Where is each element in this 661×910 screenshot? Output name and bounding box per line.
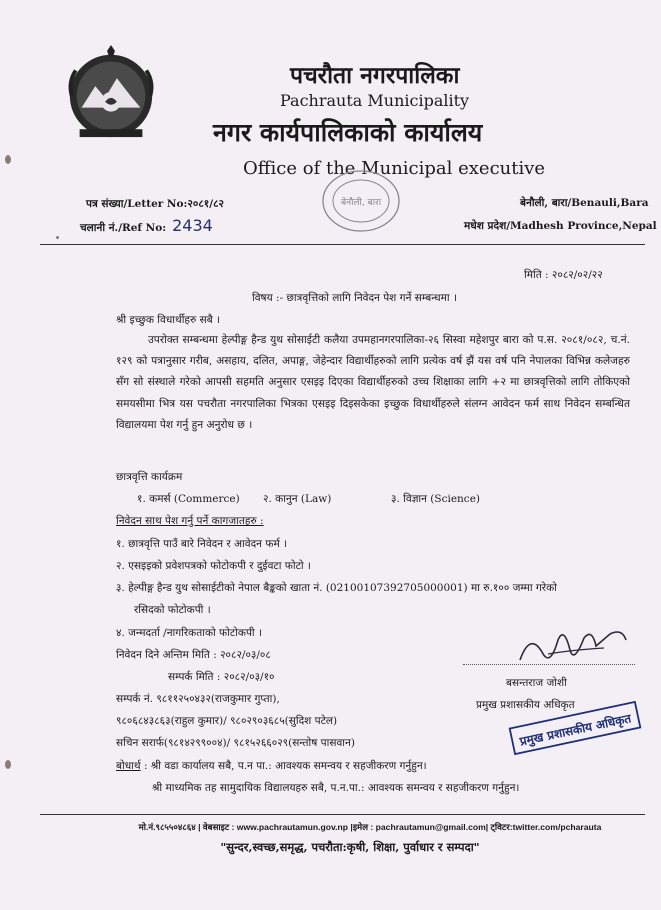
punch-hole [56, 236, 59, 239]
footer-tagline: "सुन्दर,स्वच्छ,समृद्ध, पचरौता:कृषी, शिक्षा, पुर्वाधार र सम्पदा" [220, 840, 480, 854]
nepal-emblem-icon [62, 42, 160, 142]
cc-line-2: श्री माध्यमिक तह सामुदायिक विद्यालयहरु सबै, प.न.पा.: आवश्यक समन्वय र सहजीकरण गर्नुहुन। [152, 782, 520, 794]
letter-body: उपरोक्त सम्बन्धमा हेल्पीङ्ग हैन्ड युथ सोसाईटी कलैया उपमहानगरपालिका-२६ सिस्वा महेशपुर बारा को प.स. २०८१/०८२, च.नं. १२९ को पत्रानुसार गरीब, असहाय, दलित, अपाङ्ग, जेहेन्दार विद्यार्थीहरुको लागि प्रत्येक वर्ष झैं यस वर्ष पनि नेपालका विभिन्न कलेजहरु सँग सो संस्थाले गरेको आपसी सहमति अनुसार एसइइ दिएका विद्यार्थीहरुको उच्च शिक्षाका लागि +२ मा छात्रवृत्तिको लागि तोकिएको समयसीमा भित्र यस पचरौता नगरपालिका भित्रका एसइइ दिइसकेका इच्छुक विधार्थीहरुले संलग्न आवेदन फर्म साथ निवेदन सम्बन्धित विद्यालयमा पेश गर्नु हुन अनुरोध छ । [116, 334, 630, 431]
contact-line: सचिन सरार्फ(९८१४२९९००४)/ ९८१५२६६०२९(सन्तोष पासवान) [116, 737, 355, 749]
cc-line-1 [116, 759, 427, 773]
document-item: १. छात्रवृत्ति पाउँ बारे निवेदन र आवेदन फर्म । [116, 538, 288, 550]
signature-line [463, 664, 635, 665]
contact-date: सम्पर्क मिति : २०८२/०३/१० [168, 671, 275, 683]
seal-text: बेनौली, बारा [340, 198, 382, 208]
signer-title: प्रमुख प्रशासकीय अधिकृत [476, 699, 575, 711]
office-seal [320, 168, 402, 234]
letter-salutation: श्री इच्छुक विधार्थीहरु सबै । [116, 314, 221, 326]
address-line-2: मधेश प्रदेश/Madhesh Province,Nepal [464, 220, 657, 232]
document-item: ४. जन्मदर्ता /नागरिकताको फोटोकपी । [116, 627, 262, 639]
municipality-title-english: Pachrauta Municipality [280, 91, 470, 110]
handwritten-signature [512, 620, 632, 678]
document-item: २. एसइइको प्रवेशपत्रको फोटोकपी र दुईवटा फोटो । [116, 560, 311, 572]
official-stamp [505, 693, 645, 763]
signer-name: बसन्तराज जोशी [506, 677, 567, 689]
contact-line: ९८०६८४३८६३(राहुल कुमार)/ ९८०२९०३६८५(सुदिश पटेल) [116, 715, 338, 727]
program-item-commerce: १. कमर्स (Commerce) [137, 493, 240, 505]
program-item-law: २. कानुन (Law) [263, 493, 332, 505]
deadline-date: निवेदन दिने अन्तिम मिति : २०८२/०३/०८ [116, 649, 271, 661]
letter-number: पत्र संख्या/Letter No:२०८१/८२ [86, 198, 225, 210]
document-item: रसिदको फोटोकपी । [134, 604, 211, 616]
documents-heading: निवेदन साथ पेश गर्नु पर्ने कागजातहरु : [116, 515, 264, 527]
ref-number-value: 2434 [172, 216, 213, 235]
footer-contact: मो.नं.९८५५०४८६४ | वेबसाइट : www.pachrautamun.gov.np |इमेल : pachrautamun@gmail.com| ट्विटर:twitter.com/pcharauta [138, 822, 602, 832]
bodharth-label: बोधार्थ [116, 760, 141, 772]
program-heading: छात्रवृत्ति कार्यक्रम [116, 471, 183, 483]
punch-hole [5, 760, 11, 769]
ref-number-label: चलानी नं./Ref No: [80, 222, 167, 234]
municipality-title-nepali: पचरौता नगरपालिका [290, 62, 460, 89]
contact-line: सम्पर्क नं. ९८११२५०४३२(राजकुमार गुप्ता), [116, 693, 280, 705]
stamp-text: प्रमुख प्रशासकीय अधिकृत [518, 711, 633, 749]
office-title-nepali: नगर कार्यपालिकाको कार्यालय [213, 118, 483, 147]
document-item: ३. हेल्पीङ्ग हैन्ड युथ सोसाईटीको नेपाल बैङ्कको खाता नं. (02100107392705000001) मा रु.१०० जम्मा गरेको [116, 582, 557, 594]
letter-subject: विषय :- छात्रवृत्तिको लागि निवेदन पेश गर्ने सम्बन्धमा । [252, 292, 457, 304]
header-divider [40, 244, 645, 245]
office-title-english: Office of the Municipal executive [243, 158, 546, 179]
footer-divider [40, 814, 645, 815]
address-line-1: बेनौली, बारा/Benauli,Bara [520, 197, 649, 209]
program-item-science: ३. विज्ञान (Science) [391, 493, 481, 505]
letter-date: मिति : २०८२/०२/२२ [524, 269, 603, 281]
cc-text: : श्री वडा कार्यालय सबै, प.न पा.: आवश्यक समन्वय र सहजीकरण गर्नुहुन। [143, 760, 427, 772]
ref-number-field [80, 216, 213, 235]
punch-hole [5, 155, 11, 164]
